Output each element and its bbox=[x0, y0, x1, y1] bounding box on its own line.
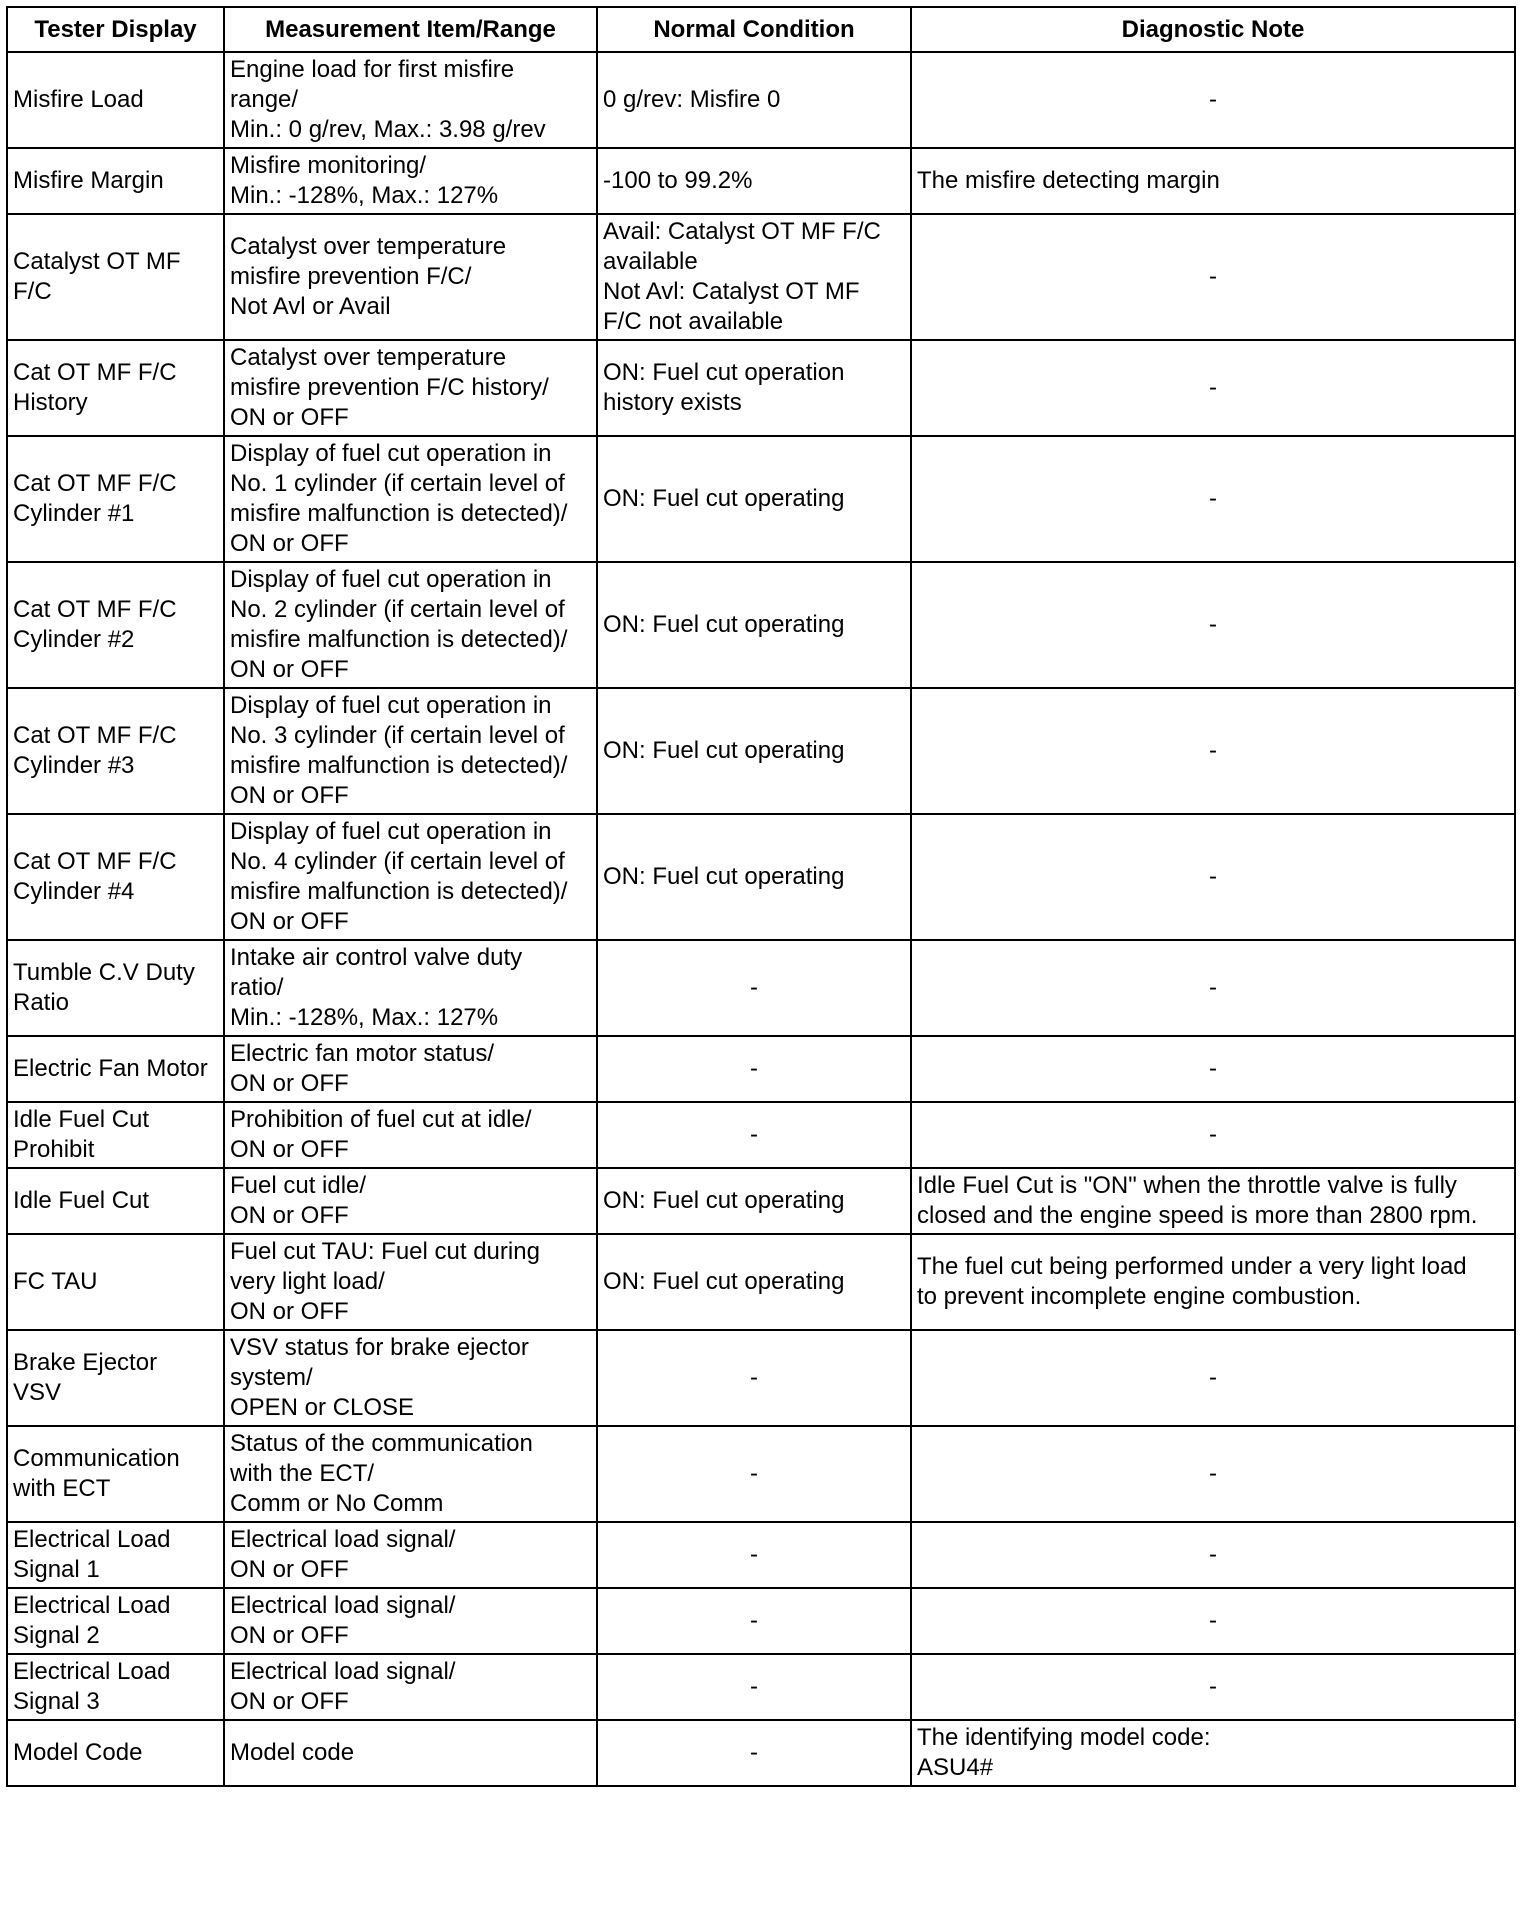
cell-measurement-range bbox=[224, 1654, 597, 1720]
cell-normal-condition bbox=[597, 940, 911, 1036]
cell-line: Min.: -128%, Max.: 127% bbox=[230, 182, 499, 209]
cell-line: The fuel cut being performed under a very light load bbox=[917, 1253, 1467, 1280]
cell-measurement-range bbox=[224, 562, 597, 688]
cell-measurement-range bbox=[224, 214, 597, 340]
cell-line: ON or OFF bbox=[230, 530, 349, 557]
cell-tester-display bbox=[7, 1330, 224, 1426]
cell-line: VSV status for brake ejector bbox=[230, 1334, 529, 1361]
cell-line: - bbox=[750, 1055, 758, 1082]
cell-normal-condition bbox=[597, 1522, 911, 1588]
cell-measurement-range bbox=[224, 1588, 597, 1654]
cell-line: Status of the communication bbox=[230, 1430, 533, 1457]
cell-line: No. 1 cylinder (if certain level of bbox=[230, 470, 565, 497]
cell-line: Electric Fan Motor bbox=[13, 1055, 208, 1082]
cell-line: - bbox=[1209, 863, 1217, 890]
table-row bbox=[7, 1234, 1515, 1330]
cell-diagnostic-note bbox=[911, 214, 1515, 340]
cell-measurement-range bbox=[224, 52, 597, 148]
cell-line: - bbox=[750, 1673, 758, 1700]
table-row bbox=[7, 1588, 1515, 1654]
cell-line: Prohibit bbox=[13, 1136, 95, 1163]
cell-line: to prevent incomplete engine combustion. bbox=[917, 1283, 1362, 1310]
cell-line: ON or OFF bbox=[230, 404, 349, 431]
cell-normal-condition bbox=[597, 1168, 911, 1234]
table-row bbox=[7, 1426, 1515, 1522]
cell-line: ratio/ bbox=[230, 974, 284, 1001]
cell-line: Min.: 0 g/rev, Max.: 3.98 g/rev bbox=[230, 116, 546, 143]
cell-normal-condition bbox=[597, 1036, 911, 1102]
cell-line: VSV bbox=[13, 1379, 62, 1406]
table-row bbox=[7, 52, 1515, 148]
cell-line: Cat OT MF F/C bbox=[13, 596, 177, 623]
cell-line: very light load/ bbox=[230, 1268, 385, 1295]
table-row bbox=[7, 940, 1515, 1036]
cell-line: F/C not available bbox=[603, 308, 784, 335]
table-body bbox=[7, 52, 1515, 1786]
cell-tester-display bbox=[7, 688, 224, 814]
cell-line: Catalyst over temperature bbox=[230, 233, 507, 260]
cell-measurement-range bbox=[224, 940, 597, 1036]
cell-line: - bbox=[1209, 1541, 1217, 1568]
cell-line: ON or OFF bbox=[230, 1688, 349, 1715]
cell-tester-display bbox=[7, 1654, 224, 1720]
cell-measurement-range bbox=[224, 814, 597, 940]
cell-measurement-range bbox=[224, 688, 597, 814]
cell-line: ON or OFF bbox=[230, 1298, 349, 1325]
cell-diagnostic-note bbox=[911, 1234, 1515, 1330]
cell-line: OPEN or CLOSE bbox=[230, 1394, 415, 1421]
cell-line: Signal 2 bbox=[13, 1622, 100, 1649]
document-page bbox=[6, 6, 1514, 1787]
cell-line: misfire malfunction is detected)/ bbox=[230, 626, 568, 653]
cell-line: Prohibition of fuel cut at idle/ bbox=[230, 1106, 532, 1133]
cell-line: ON: Fuel cut operating bbox=[603, 1187, 845, 1214]
table-row bbox=[7, 562, 1515, 688]
cell-diagnostic-note bbox=[911, 1588, 1515, 1654]
cell-line: - bbox=[750, 1460, 758, 1487]
cell-line: Cylinder #3 bbox=[13, 752, 135, 779]
cell-diagnostic-note bbox=[911, 940, 1515, 1036]
cell-line: Display of fuel cut operation in bbox=[230, 566, 552, 593]
cell-line: The identifying model code: bbox=[917, 1724, 1211, 1751]
cell-line: Cat OT MF F/C bbox=[13, 848, 177, 875]
header-tester-display: Tester Display bbox=[7, 7, 224, 52]
cell-normal-condition bbox=[597, 1330, 911, 1426]
cell-measurement-range bbox=[224, 1720, 597, 1786]
cell-measurement-range bbox=[224, 340, 597, 436]
cell-line: closed and the engine speed is more than 2800 rpm. bbox=[917, 1202, 1478, 1229]
cell-tester-display bbox=[7, 52, 224, 148]
table-row bbox=[7, 340, 1515, 436]
cell-line: Display of fuel cut operation in bbox=[230, 692, 552, 719]
cell-line: 0 g/rev: Misfire 0 bbox=[603, 86, 781, 113]
cell-line: - bbox=[750, 1364, 758, 1391]
cell-normal-condition bbox=[597, 1720, 911, 1786]
cell-line: Idle Fuel Cut bbox=[13, 1106, 150, 1133]
cell-normal-condition bbox=[597, 1588, 911, 1654]
cell-line: Misfire monitoring/ bbox=[230, 152, 427, 179]
table-row bbox=[7, 214, 1515, 340]
cell-tester-display bbox=[7, 562, 224, 688]
cell-normal-condition bbox=[597, 562, 911, 688]
cell-line: Min.: -128%, Max.: 127% bbox=[230, 1004, 499, 1031]
cell-line: Engine load for first misfire bbox=[230, 56, 515, 83]
cell-line: ON: Fuel cut operating bbox=[603, 485, 845, 512]
cell-line: misfire malfunction is detected)/ bbox=[230, 500, 568, 527]
cell-normal-condition bbox=[597, 814, 911, 940]
cell-tester-display bbox=[7, 1522, 224, 1588]
cell-line: Model code bbox=[230, 1739, 355, 1766]
cell-line: Not Avl: Catalyst OT MF bbox=[603, 278, 860, 305]
cell-line: Electrical Load bbox=[13, 1526, 171, 1553]
cell-line: - bbox=[1209, 611, 1217, 638]
cell-diagnostic-note bbox=[911, 1036, 1515, 1102]
cell-normal-condition bbox=[597, 1426, 911, 1522]
cell-line: Electric fan motor status/ bbox=[230, 1040, 495, 1067]
cell-measurement-range bbox=[224, 1036, 597, 1102]
cell-line: The misfire detecting margin bbox=[917, 167, 1220, 194]
cell-tester-display bbox=[7, 1234, 224, 1330]
cell-diagnostic-note bbox=[911, 52, 1515, 148]
cell-line: Comm or No Comm bbox=[230, 1490, 444, 1517]
cell-line: - bbox=[750, 974, 758, 1001]
cell-line: - bbox=[750, 1121, 758, 1148]
cell-line: - bbox=[1209, 86, 1217, 113]
cell-line: ON or OFF bbox=[230, 1070, 349, 1097]
cell-line: No. 4 cylinder (if certain level of bbox=[230, 848, 565, 875]
cell-line: ON: Fuel cut operating bbox=[603, 863, 845, 890]
table-row bbox=[7, 1036, 1515, 1102]
cell-tester-display bbox=[7, 214, 224, 340]
cell-line: Not Avl or Avail bbox=[230, 293, 391, 320]
cell-line: Misfire Load bbox=[13, 86, 144, 113]
cell-line: Idle Fuel Cut is "ON" when the throttle valve is fully bbox=[917, 1172, 1457, 1199]
cell-line: Idle Fuel Cut bbox=[13, 1187, 150, 1214]
table-row bbox=[7, 1330, 1515, 1426]
cell-line: - bbox=[1209, 974, 1217, 1001]
cell-line: - bbox=[1209, 1121, 1217, 1148]
cell-line: ON or OFF bbox=[230, 1556, 349, 1583]
cell-line: Electrical Load bbox=[13, 1592, 171, 1619]
cell-normal-condition bbox=[597, 52, 911, 148]
cell-line: Cat OT MF F/C bbox=[13, 470, 177, 497]
cell-measurement-range bbox=[224, 148, 597, 214]
cell-line: - bbox=[1209, 1364, 1217, 1391]
cell-tester-display bbox=[7, 940, 224, 1036]
cell-line: ASU4# bbox=[917, 1754, 994, 1781]
cell-line: - bbox=[1209, 263, 1217, 290]
cell-line: Cylinder #2 bbox=[13, 626, 135, 653]
cell-line: range/ bbox=[230, 86, 299, 113]
cell-line: ON or OFF bbox=[230, 1622, 349, 1649]
cell-line: Cylinder #4 bbox=[13, 878, 135, 905]
cell-line: system/ bbox=[230, 1364, 313, 1391]
table-row bbox=[7, 1654, 1515, 1720]
cell-line: F/C bbox=[13, 278, 52, 305]
cell-diagnostic-note bbox=[911, 1426, 1515, 1522]
cell-tester-display bbox=[7, 1720, 224, 1786]
cell-line: Catalyst OT MF bbox=[13, 248, 181, 275]
cell-line: history exists bbox=[603, 389, 742, 416]
cell-diagnostic-note bbox=[911, 148, 1515, 214]
cell-tester-display bbox=[7, 148, 224, 214]
cell-normal-condition bbox=[597, 1102, 911, 1168]
cell-line: ON: Fuel cut operating bbox=[603, 737, 845, 764]
cell-diagnostic-note bbox=[911, 1330, 1515, 1426]
cell-line: Display of fuel cut operation in bbox=[230, 818, 552, 845]
cell-line: - bbox=[750, 1541, 758, 1568]
header-row bbox=[7, 7, 1515, 52]
cell-diagnostic-note bbox=[911, 1522, 1515, 1588]
cell-line: ON or OFF bbox=[230, 1136, 349, 1163]
cell-measurement-range bbox=[224, 1234, 597, 1330]
cell-line: Brake Ejector bbox=[13, 1349, 158, 1376]
cell-line: - bbox=[1209, 1055, 1217, 1082]
cell-line: available bbox=[603, 248, 698, 275]
cell-measurement-range bbox=[224, 1522, 597, 1588]
cell-normal-condition bbox=[597, 688, 911, 814]
table-row bbox=[7, 436, 1515, 562]
cell-line: misfire malfunction is detected)/ bbox=[230, 878, 568, 905]
table-row bbox=[7, 148, 1515, 214]
cell-line: Signal 1 bbox=[13, 1556, 100, 1583]
cell-line: - bbox=[1209, 1673, 1217, 1700]
cell-line: with the ECT/ bbox=[230, 1460, 375, 1487]
tester-display-table bbox=[6, 6, 1516, 1787]
cell-line: No. 2 cylinder (if certain level of bbox=[230, 596, 565, 623]
header-measurement-item: Measurement Item/Range bbox=[224, 7, 597, 52]
cell-line: ON: Fuel cut operating bbox=[603, 1268, 845, 1295]
table-row bbox=[7, 688, 1515, 814]
cell-diagnostic-note bbox=[911, 814, 1515, 940]
cell-line: Tumble C.V Duty bbox=[13, 959, 195, 986]
cell-diagnostic-note bbox=[911, 1168, 1515, 1234]
cell-line: Electrical load signal/ bbox=[230, 1658, 456, 1685]
cell-tester-display bbox=[7, 1168, 224, 1234]
header-normal-condition: Normal Condition bbox=[597, 7, 911, 52]
cell-line: ON: Fuel cut operating bbox=[603, 611, 845, 638]
cell-tester-display bbox=[7, 1036, 224, 1102]
table-row bbox=[7, 814, 1515, 940]
cell-normal-condition bbox=[597, 1654, 911, 1720]
cell-line: misfire prevention F/C/ bbox=[230, 263, 472, 290]
cell-line: Catalyst over temperature bbox=[230, 344, 507, 371]
header-diagnostic-note: Diagnostic Note bbox=[911, 7, 1515, 52]
cell-line: - bbox=[1209, 1607, 1217, 1634]
table-row bbox=[7, 1522, 1515, 1588]
cell-line: History bbox=[13, 389, 88, 416]
cell-line: Cat OT MF F/C bbox=[13, 359, 177, 386]
cell-line: ON or OFF bbox=[230, 656, 349, 683]
cell-line: Communication bbox=[13, 1445, 180, 1472]
cell-normal-condition bbox=[597, 1234, 911, 1330]
cell-line: - bbox=[750, 1607, 758, 1634]
cell-line: Intake air control valve duty bbox=[230, 944, 523, 971]
cell-line: misfire malfunction is detected)/ bbox=[230, 752, 568, 779]
cell-line: Electrical load signal/ bbox=[230, 1526, 456, 1553]
cell-diagnostic-note bbox=[911, 340, 1515, 436]
cell-line: - bbox=[1209, 737, 1217, 764]
cell-line: Fuel cut idle/ bbox=[230, 1172, 367, 1199]
table-row bbox=[7, 1102, 1515, 1168]
cell-line: -100 to 99.2% bbox=[603, 167, 753, 194]
cell-tester-display bbox=[7, 814, 224, 940]
cell-line: Cat OT MF F/C bbox=[13, 722, 177, 749]
cell-diagnostic-note bbox=[911, 1654, 1515, 1720]
cell-diagnostic-note bbox=[911, 436, 1515, 562]
cell-line: Avail: Catalyst OT MF F/C bbox=[603, 218, 881, 245]
cell-measurement-range bbox=[224, 1102, 597, 1168]
cell-line: - bbox=[1209, 374, 1217, 401]
cell-measurement-range bbox=[224, 436, 597, 562]
cell-normal-condition bbox=[597, 214, 911, 340]
cell-measurement-range bbox=[224, 1426, 597, 1522]
cell-tester-display bbox=[7, 1426, 224, 1522]
table-row bbox=[7, 1720, 1515, 1786]
cell-tester-display bbox=[7, 1588, 224, 1654]
cell-line: Signal 3 bbox=[13, 1688, 100, 1715]
cell-line: ON or OFF bbox=[230, 1202, 349, 1229]
cell-line: with ECT bbox=[13, 1475, 111, 1502]
cell-normal-condition bbox=[597, 436, 911, 562]
cell-line: Display of fuel cut operation in bbox=[230, 440, 552, 467]
cell-line: misfire prevention F/C history/ bbox=[230, 374, 549, 401]
cell-line: Cylinder #1 bbox=[13, 500, 135, 527]
cell-diagnostic-note bbox=[911, 1720, 1515, 1786]
cell-normal-condition bbox=[597, 148, 911, 214]
table-row bbox=[7, 1168, 1515, 1234]
cell-line: Misfire Margin bbox=[13, 167, 164, 194]
cell-diagnostic-note bbox=[911, 562, 1515, 688]
cell-tester-display bbox=[7, 1102, 224, 1168]
cell-line: ON: Fuel cut operation bbox=[603, 359, 845, 386]
cell-line: - bbox=[1209, 1460, 1217, 1487]
cell-tester-display bbox=[7, 340, 224, 436]
cell-diagnostic-note bbox=[911, 1102, 1515, 1168]
cell-line: Electrical Load bbox=[13, 1658, 171, 1685]
cell-line: No. 3 cylinder (if certain level of bbox=[230, 722, 565, 749]
cell-line: ON or OFF bbox=[230, 908, 349, 935]
cell-measurement-range bbox=[224, 1330, 597, 1426]
cell-normal-condition bbox=[597, 340, 911, 436]
cell-line: - bbox=[750, 1739, 758, 1766]
cell-tester-display bbox=[7, 436, 224, 562]
cell-line: Ratio bbox=[13, 989, 70, 1016]
cell-line: Electrical load signal/ bbox=[230, 1592, 456, 1619]
cell-line: - bbox=[1209, 485, 1217, 512]
cell-line: FC TAU bbox=[13, 1268, 98, 1295]
cell-line: ON or OFF bbox=[230, 782, 349, 809]
cell-measurement-range bbox=[224, 1168, 597, 1234]
cell-line: Model Code bbox=[13, 1739, 143, 1766]
cell-line: Fuel cut TAU: Fuel cut during bbox=[230, 1238, 540, 1265]
cell-diagnostic-note bbox=[911, 688, 1515, 814]
